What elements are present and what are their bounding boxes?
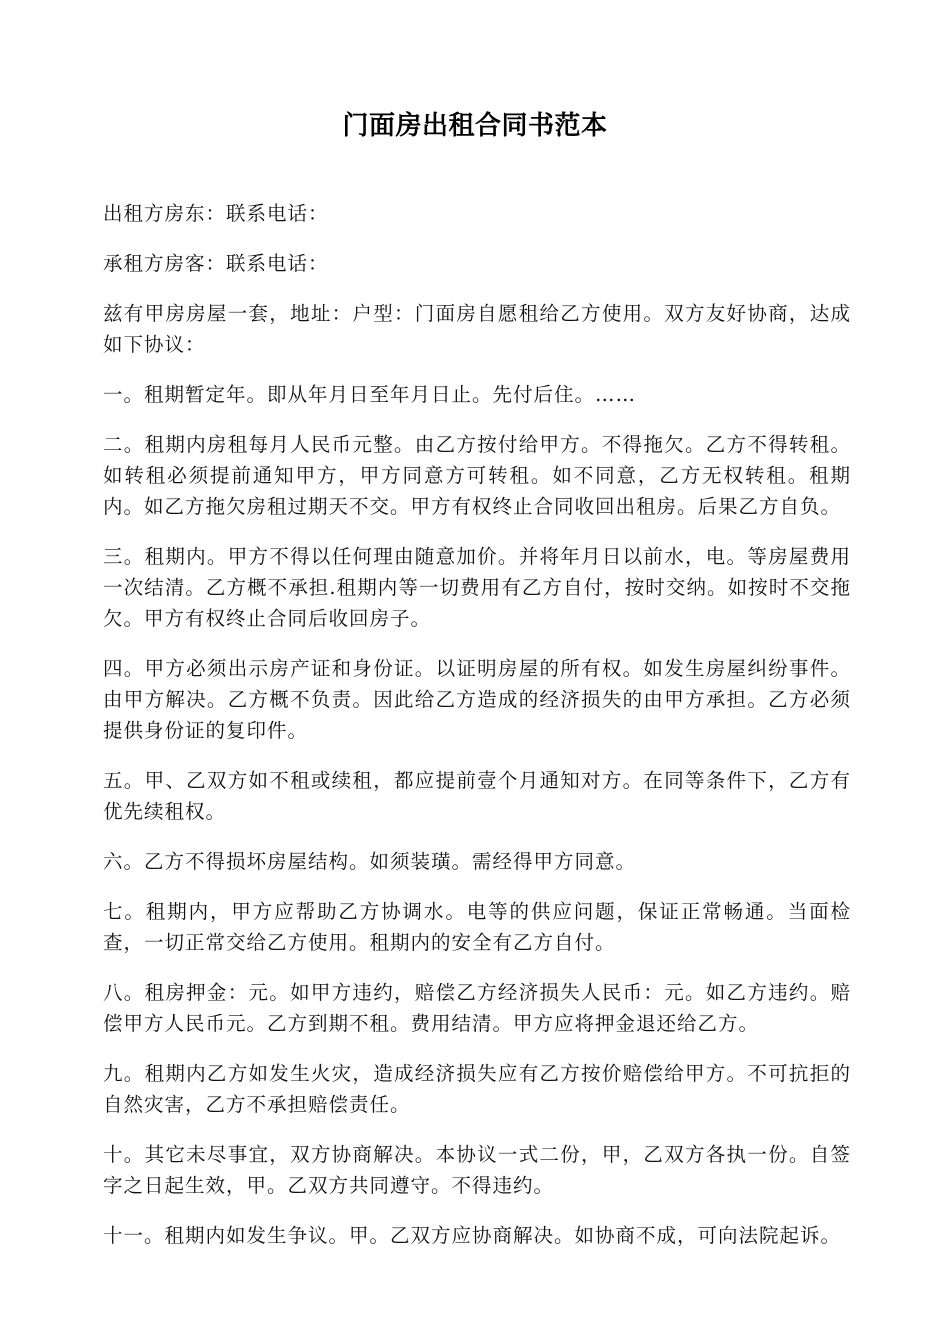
clause-11: 十一。租期内如发生争议。甲。乙双方应协商解决。如协商不成，可向法院起诉。 bbox=[103, 1224, 842, 1247]
clause-1: 一。租期暂定年。即从年月日至年月日止。先付后住。…… bbox=[103, 383, 637, 406]
document-body bbox=[103, 198, 851, 1270]
clause-2: 二。租期内房租每月人民币元整。由乙方按付给甲方。不得拖欠。乙方不得转租。如转租必须提前通知甲方，甲方同意方可转租。如不同意，乙方无权转租。租期内。如乙方拖欠房租过期天不交。甲方有权终止合同收回出租房。后果乙方自负。 bbox=[103, 433, 851, 518]
document-title: 门面房出租合同书范本 bbox=[342, 111, 608, 141]
clause-10: 十。其它未尽事宜，双方协商解决。本协议一式二份，甲，乙双方各执一份。自签字之日起生效，甲。乙双方共同遵守。不得违约。 bbox=[103, 1143, 851, 1197]
party-lessee-line: 承租方房客：联系电话： bbox=[103, 252, 329, 275]
intro-paragraph: 兹有甲房房屋一套，地址：户型：门面房自愿租给乙方使用。双方友好协商，达成如下协议： bbox=[103, 302, 851, 356]
clause-6: 六。乙方不得损坏房屋结构。如须装璜。需经得甲方同意。 bbox=[103, 850, 637, 873]
party-lessor-line: 出租方房东：联系电话： bbox=[103, 202, 329, 225]
clause-7: 七。租期内，甲方应帮助乙方协调水。电等的供应问题，保证正常畅通。当面检查，一切正常交给乙方使用。租期内的安全有乙方自付。 bbox=[103, 900, 851, 954]
clause-3: 三。租期内。甲方不得以任何理由随意加价。并将年月日以前水，电。等房屋费用一次结清。乙方概不承担.租期内等一切费用有乙方自付，按时交纳。如按时不交拖欠。甲方有权终止合同后收回房子。 bbox=[103, 545, 851, 630]
clause-5: 五。甲、乙双方如不租或续租，都应提前壹个月通知对方。在同等条件下，乙方有优先续租权。 bbox=[103, 769, 851, 823]
clause-8: 八。租房押金：元。如甲方违约，赔偿乙方经济损失人民币：元。如乙方违约。赔偿甲方人民币元。乙方到期不租。费用结清。甲方应将押金退还给乙方。 bbox=[103, 981, 851, 1035]
clause-9: 九。租期内乙方如发生火灾，造成经济损失应有乙方按价赔偿给甲方。不可抗拒的自然灾害，乙方不承担赔偿责任。 bbox=[103, 1062, 851, 1116]
clause-4: 四。甲方必须出示房产证和身份证。以证明房屋的所有权。如发生房屋纠纷事件。由甲方解决。乙方概不负责。因此给乙方造成的经济损失的由甲方承担。乙方必须提供身份证的复印件。 bbox=[103, 657, 851, 742]
